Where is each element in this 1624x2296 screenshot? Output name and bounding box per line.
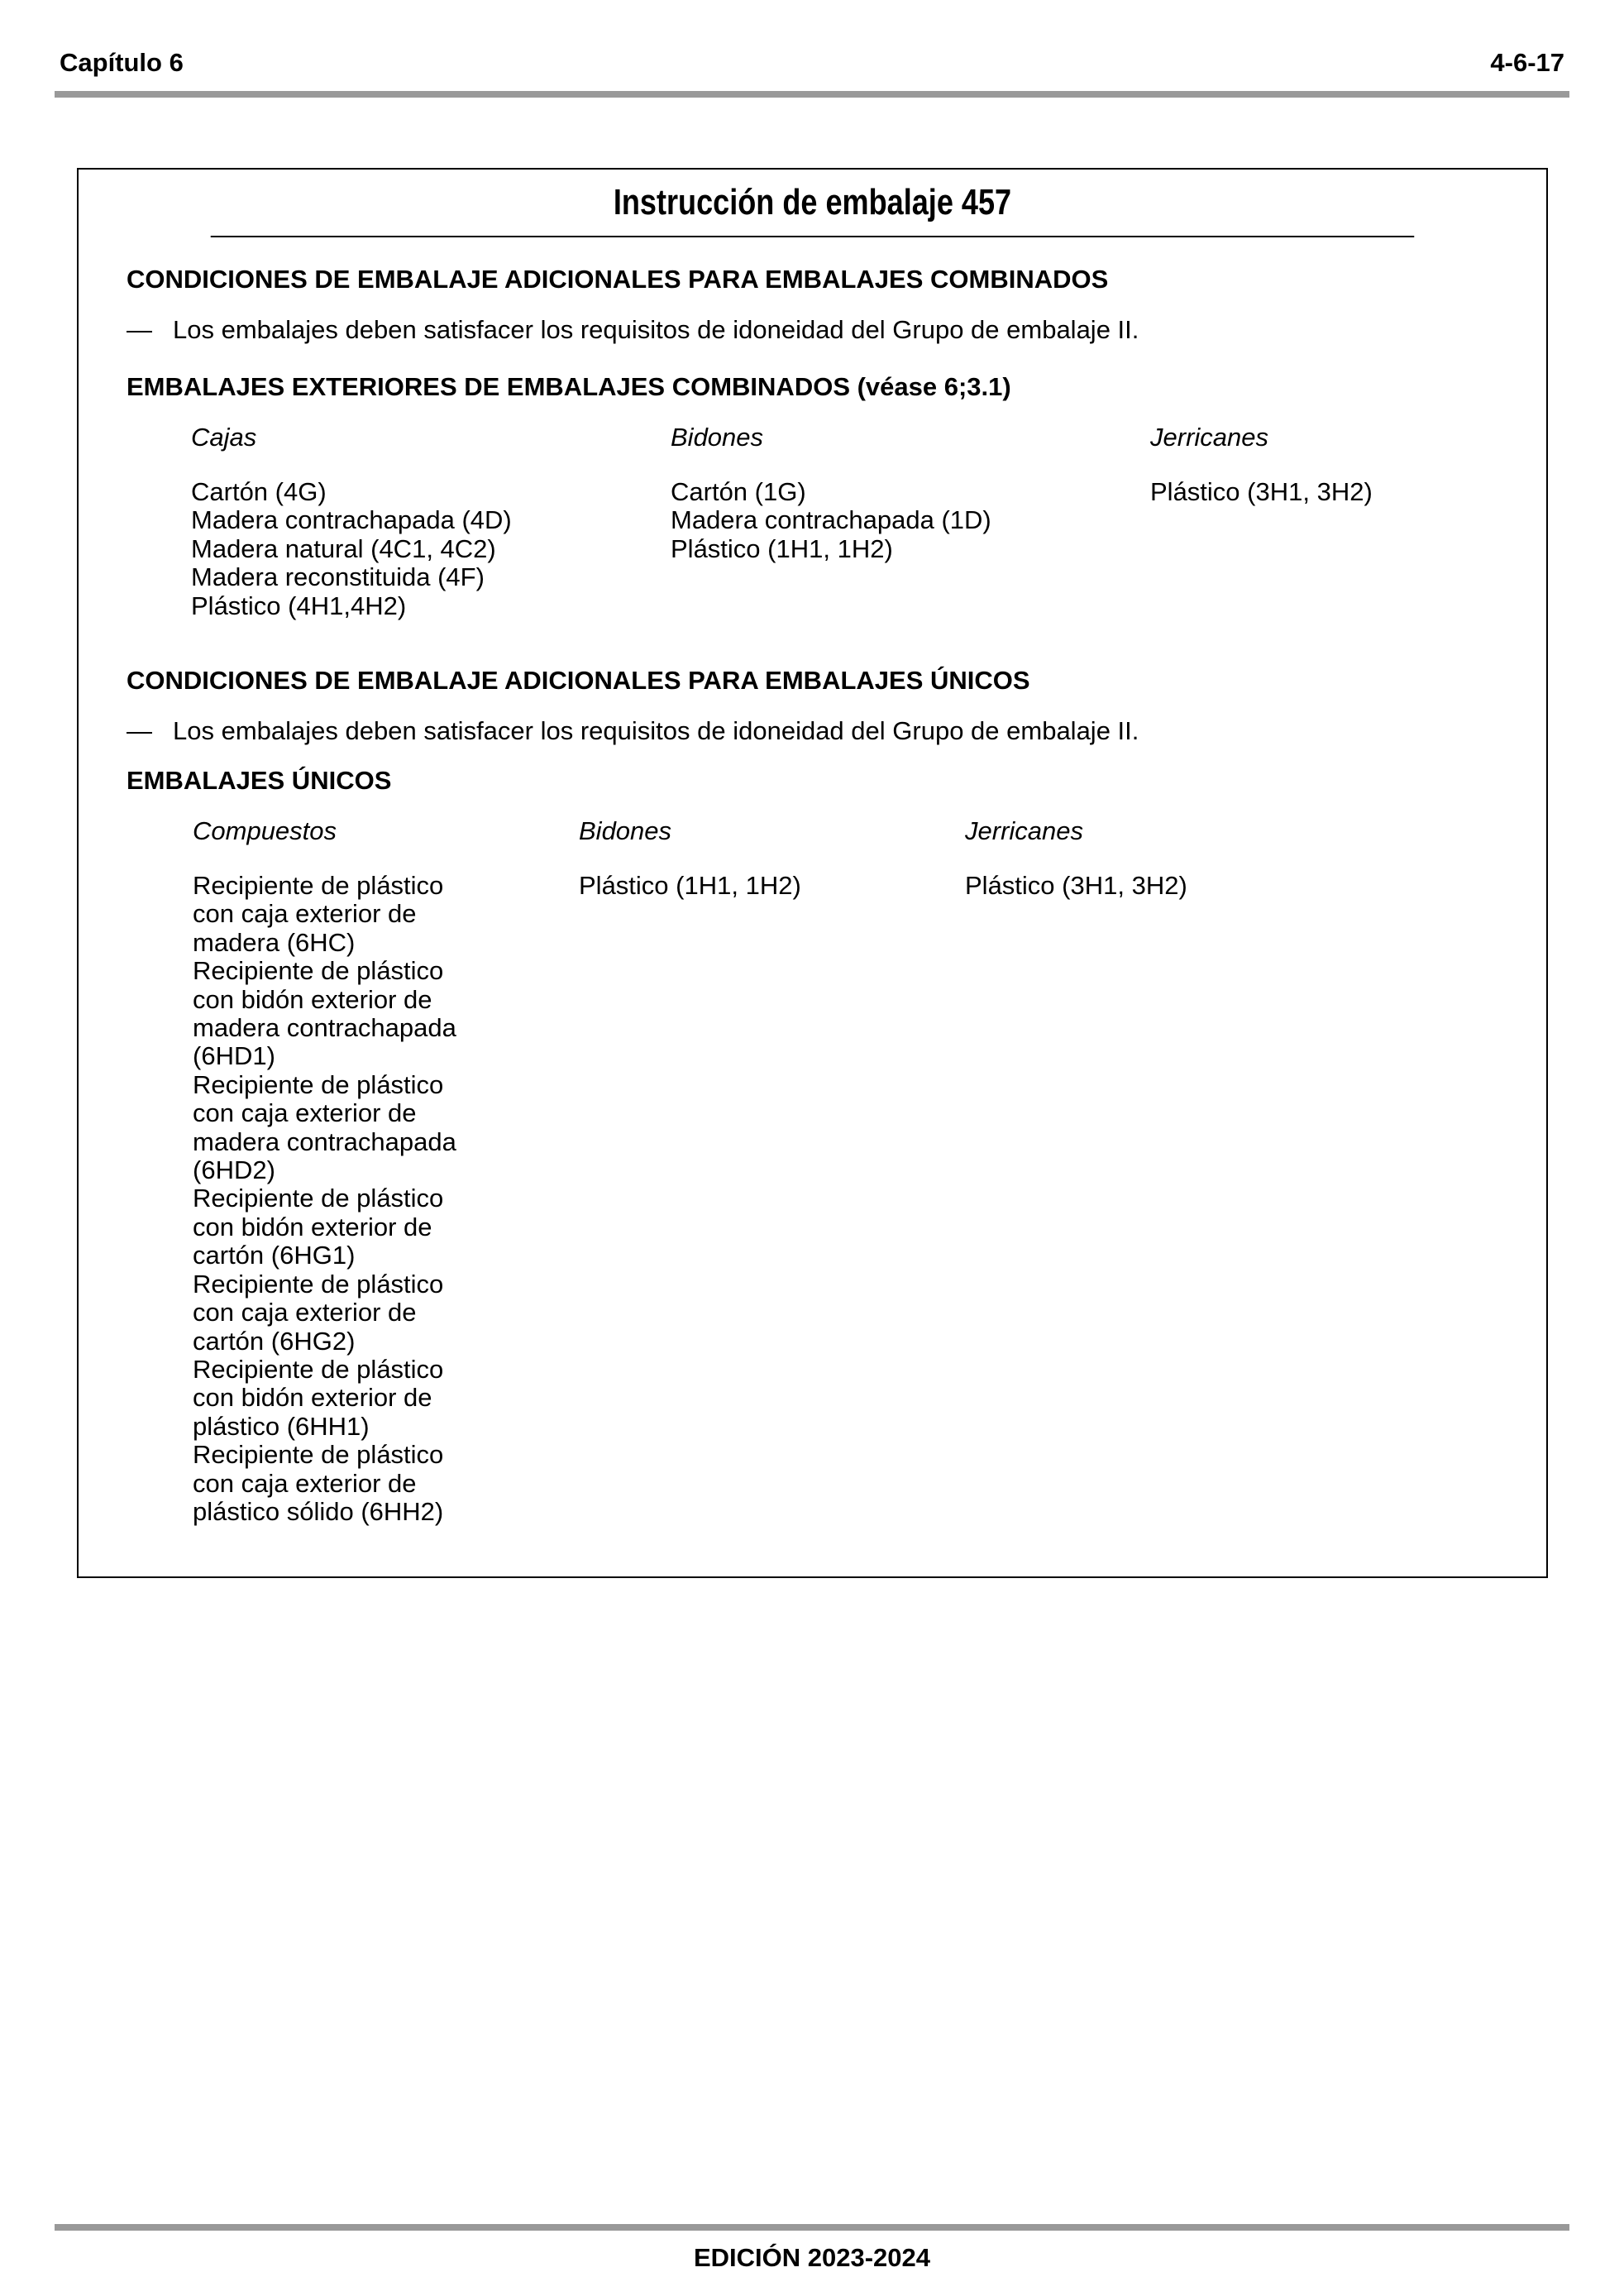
single-packagings-heading: EMBALAJES ÚNICOS xyxy=(127,766,392,795)
list-item: plástico (6HH1) xyxy=(193,1411,370,1441)
list-item: con bidón exterior de xyxy=(193,1212,432,1241)
list-item: madera contrachapada xyxy=(193,1013,456,1043)
list-item: con bidón exterior de xyxy=(193,1383,432,1413)
list-item: Recipiente de plástico xyxy=(193,1184,444,1213)
column-header-jerricanes: Jerricanes xyxy=(965,816,1083,845)
list-item: (6HD2) xyxy=(193,1155,275,1185)
bidones-list xyxy=(671,478,991,563)
column-header-cajas: Cajas xyxy=(191,423,257,452)
bullet-dash: — xyxy=(127,716,152,745)
list-item: Plástico (3H1, 3H2) xyxy=(965,871,1187,900)
list-item: (6HD1) xyxy=(193,1041,275,1071)
list-item: Recipiente de plástico xyxy=(193,956,444,986)
list-item: con caja exterior de xyxy=(193,1468,417,1498)
chapter-label: Capítulo 6 xyxy=(60,48,184,77)
outer-packagings-heading: EMBALAJES EXTERIORES DE EMBALAJES COMBINADOS (véase 6;3.1) xyxy=(127,372,1011,401)
list-item: cartón (6HG1) xyxy=(193,1241,356,1270)
compuestos-list xyxy=(193,872,456,1526)
column-header-bidones: Bidones xyxy=(579,816,672,845)
list-item: Madera natural (4C1, 4C2) xyxy=(191,533,496,563)
list-item: Recipiente de plástico xyxy=(193,1354,444,1384)
column-header-jerricanes: Jerricanes xyxy=(1150,423,1268,452)
list-item: plástico sólido (6HH2) xyxy=(193,1496,444,1526)
bullet-text: Los embalajes deben satisfacer los requisitos de idoneidad del Grupo de embalaje II. xyxy=(173,315,1139,344)
bidones-single-list xyxy=(579,872,801,900)
page-header xyxy=(55,48,1569,83)
page-number: 4-6-17 xyxy=(1490,48,1564,77)
list-item: Recipiente de plástico xyxy=(193,1440,444,1470)
bullet-dash: — xyxy=(127,315,152,344)
instruction-title: Instrucción de embalaje 457 xyxy=(211,170,1415,237)
column-header-bidones: Bidones xyxy=(671,423,764,452)
list-item: madera (6HC) xyxy=(193,927,356,957)
list-item: Cartón (1G) xyxy=(671,477,806,506)
list-item: Madera contrachapada (4D) xyxy=(191,505,512,535)
list-item: Recipiente de plástico xyxy=(193,1069,444,1099)
list-item: Plástico (1H1, 1H2) xyxy=(579,871,801,900)
list-item: Recipiente de plástico xyxy=(193,871,444,900)
list-item: Madera contrachapada (1D) xyxy=(671,505,991,535)
packing-instruction-box xyxy=(77,168,1548,1578)
list-item: con caja exterior de xyxy=(193,899,417,929)
column-header-compuestos: Compuestos xyxy=(193,816,337,845)
list-item: con caja exterior de xyxy=(193,1298,417,1327)
single-conditions-bullet xyxy=(127,716,1139,746)
combined-conditions-heading: CONDICIONES DE EMBALAJE ADICIONALES PARA EMBALAJES COMBINADOS xyxy=(127,265,1109,294)
footer-rule xyxy=(55,2224,1569,2231)
jerricanes-single-list xyxy=(965,872,1187,900)
bullet-text: Los embalajes deben satisfacer los requisitos de idoneidad del Grupo de embalaje II. xyxy=(173,716,1139,745)
list-item: Plástico (4H1,4H2) xyxy=(191,591,407,620)
list-item: cartón (6HG2) xyxy=(193,1326,356,1356)
list-item: Recipiente de plástico xyxy=(193,1269,444,1299)
single-conditions-heading: CONDICIONES DE EMBALAJE ADICIONALES PARA EMBALAJES ÚNICOS xyxy=(127,666,1030,695)
cajas-list xyxy=(191,478,512,620)
jerricanes-list xyxy=(1150,478,1373,506)
list-item: Cartón (4G) xyxy=(191,477,327,506)
list-item: Plástico (1H1, 1H2) xyxy=(671,533,893,563)
combined-conditions-bullet xyxy=(127,315,1139,345)
list-item: Madera reconstituida (4F) xyxy=(191,562,485,592)
list-item: Plástico (3H1, 3H2) xyxy=(1150,477,1373,506)
list-item: madera contrachapada xyxy=(193,1126,456,1156)
header-rule xyxy=(55,91,1569,98)
edition-footer: EDICIÓN 2023-2024 xyxy=(693,2243,931,2272)
list-item: con caja exterior de xyxy=(193,1098,417,1128)
list-item: con bidón exterior de xyxy=(193,984,432,1014)
